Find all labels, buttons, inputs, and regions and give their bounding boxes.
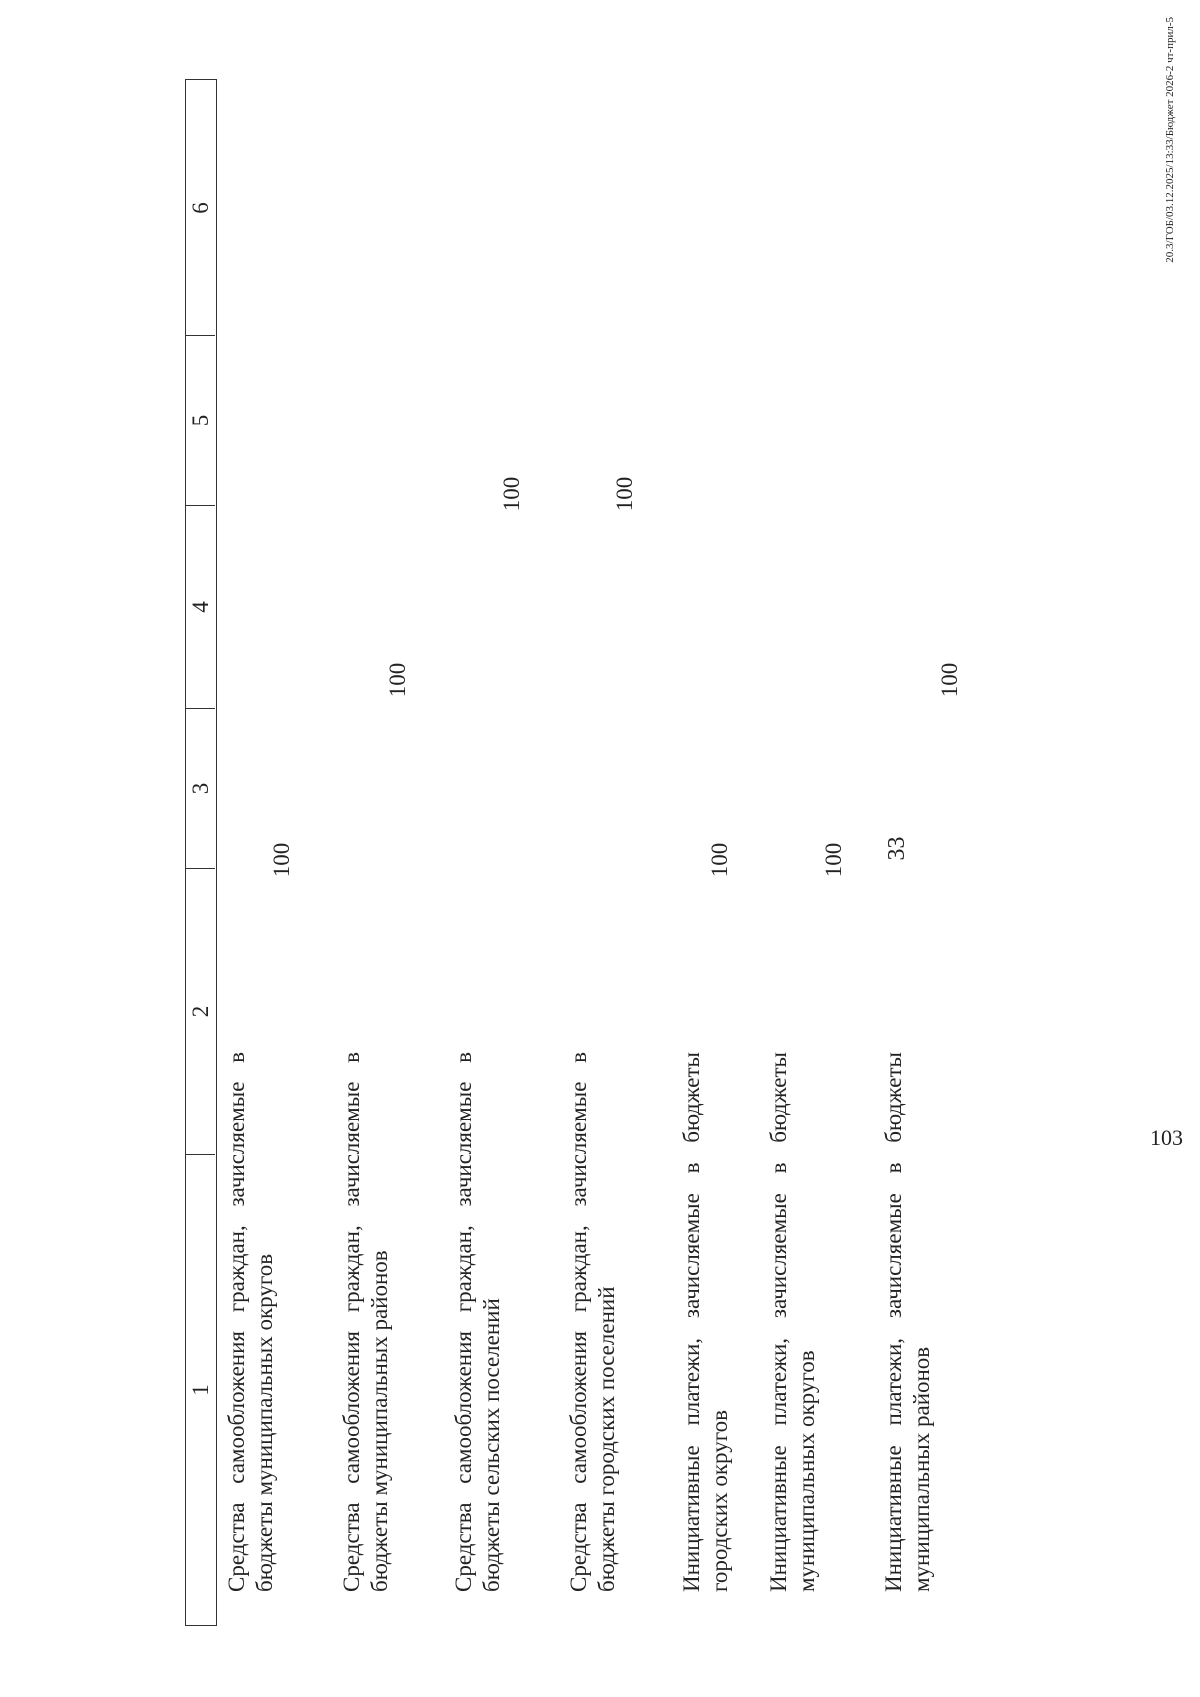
- table-header-cell: 3: [186, 709, 215, 869]
- page-number: 33: [884, 836, 910, 861]
- running-footer: 20.3/ГОБ/03.12.2025/13:33/Бюджет 2026-2 чт-прил-5: [1164, 17, 1176, 263]
- table-header-cell: 4: [186, 506, 215, 709]
- row-label: Средства самообложения граждан, зачисляемые в бюджеты городских поселений: [566, 1052, 619, 1592]
- table-header-cell: 2: [186, 869, 215, 1155]
- row-label: Средства самообложения граждан, зачисляемые в бюджеты сельских поселений: [451, 1052, 504, 1592]
- row-label: Инициативные платежи, зачисляемые в бюджеты муниципальных округов: [766, 1052, 819, 1592]
- value-col5: 100: [612, 476, 637, 512]
- value-col3: 100: [707, 842, 732, 878]
- row-label: Средства самообложения граждан, зачисляемые в бюджеты муниципальных округов: [224, 1052, 277, 1592]
- table-header-row: [185, 79, 217, 1626]
- value-col3: 100: [821, 842, 846, 878]
- value-col5: 100: [499, 476, 524, 512]
- row-label: Средства самообложения граждан, зачисляемые в бюджеты муниципальных районов: [339, 1052, 392, 1592]
- value-col4: 100: [385, 662, 410, 698]
- value-col3: 100: [269, 842, 294, 878]
- table-header-cell: 1: [188, 1384, 213, 1396]
- value-col4: 100: [937, 662, 962, 698]
- row-label: Инициативные платежи, зачисляемые в бюджеты муниципальных районов: [881, 1052, 934, 1592]
- sheet-number: 103: [1150, 1125, 1183, 1150]
- table-header-cell: 6: [186, 81, 215, 336]
- row-label: Инициативные платежи, зачисляемые в бюджеты городских округов: [679, 1052, 732, 1592]
- table-header-cell: 5: [186, 336, 215, 506]
